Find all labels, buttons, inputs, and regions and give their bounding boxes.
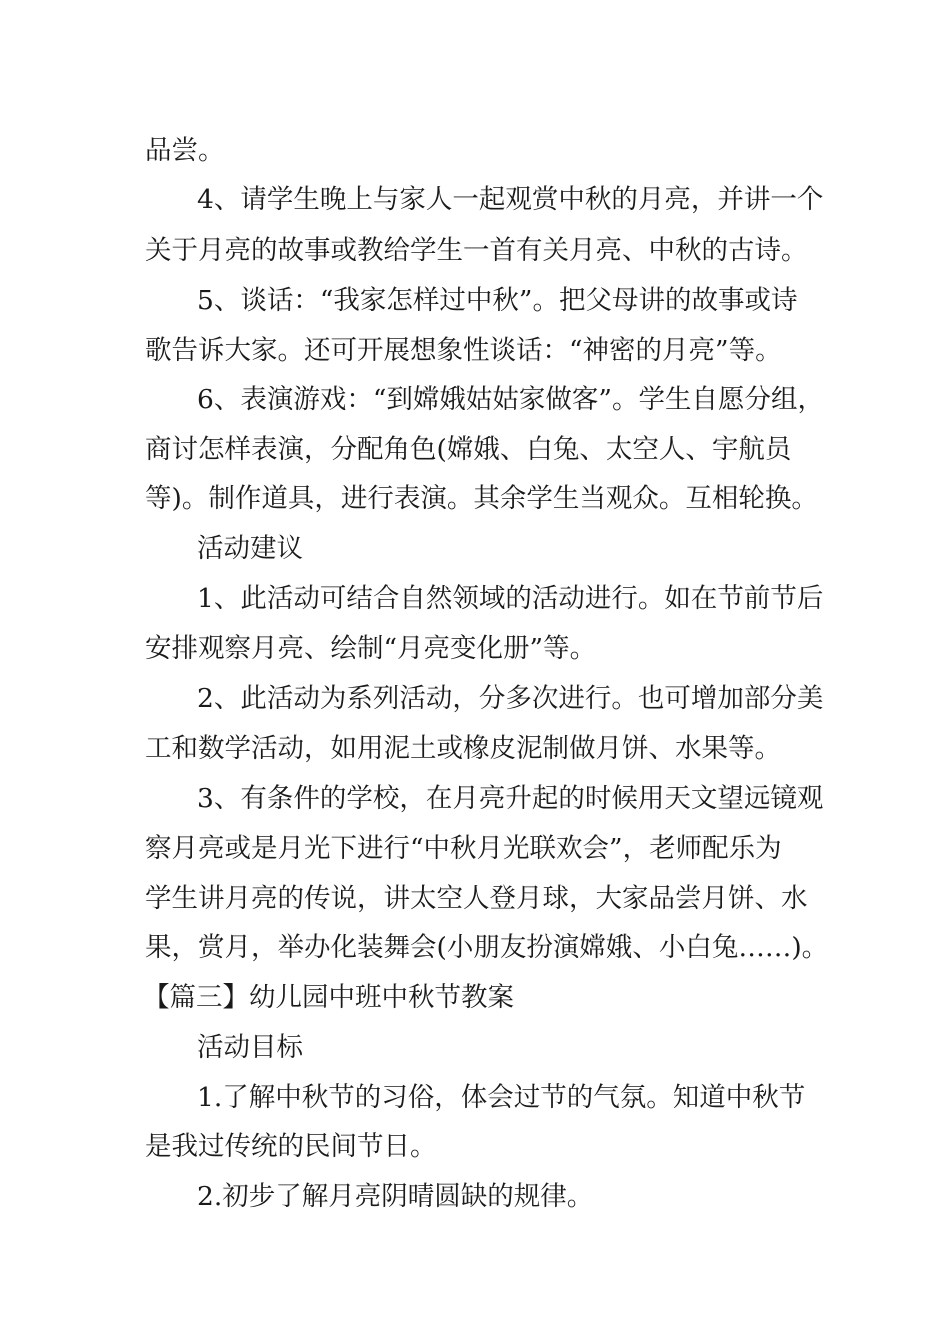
- text-line: 是我过传统的民间节日。: [145, 1131, 437, 1162]
- text-line: 6、表演游戏：“到嫦娥姑姑家做客”。学生自愿分组，: [197, 384, 824, 415]
- text-line: 5、谈话：“我家怎样过中秋”。把父母讲的故事或诗: [197, 285, 798, 316]
- text-line: 关于月亮的故事或教给学生一首有关月亮、中秋的古诗。: [145, 235, 808, 266]
- text-line: 2.初步了解月亮阴晴圆缺的规律。: [197, 1181, 594, 1212]
- text-line: 3、有条件的学校，在月亮升起的时候用天文望远镜观: [197, 783, 824, 814]
- text-line: 等)。制作道具，进行表演。其余学生当观众。互相轮换。: [145, 483, 818, 514]
- text-line: 工和数学活动，如用泥土或橡皮泥制做月饼、水果等。: [145, 733, 781, 764]
- text-line: 学生讲月亮的传说，讲太空人登月球，大家品尝月饼、水: [145, 883, 808, 914]
- text-line: 商讨怎样表演，分配角色(嫦娥、白兔、太空人、宇航员: [145, 434, 792, 465]
- text-line: 察月亮或是月光下进行“中秋月光联欢会”，老师配乐为: [145, 833, 782, 864]
- text-line: 1.了解中秋节的习俗，体会过节的气氛。知道中秋节: [197, 1082, 806, 1113]
- text-line: 2、此活动为系列活动，分多次进行。也可增加部分美: [197, 683, 824, 714]
- text-line: 品尝。: [145, 135, 225, 166]
- text-line: 安排观察月亮、绘制“月亮变化册”等。: [145, 633, 597, 664]
- chapter-title: 【篇三】幼儿园中班中秋节教案: [143, 982, 514, 1013]
- text-line: 果，赏月，举办化装舞会(小朋友扮演嫦娥、小白兔……)。: [145, 932, 829, 963]
- text-line: 1、此活动可结合自然领域的活动进行。如在节前节后: [197, 583, 824, 614]
- text-line: 4、请学生晚上与家人一起观赏中秋的月亮，并讲一个: [197, 184, 824, 215]
- text-line: 歌告诉大家。还可开展想象性谈话：“神密的月亮”等。: [145, 335, 782, 366]
- section-heading: 活动建议: [197, 533, 303, 564]
- section-heading: 活动目标: [197, 1032, 303, 1063]
